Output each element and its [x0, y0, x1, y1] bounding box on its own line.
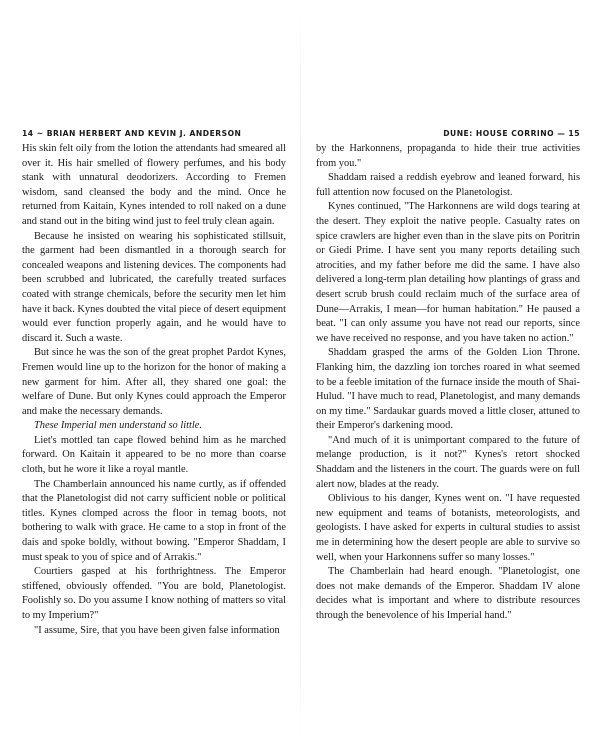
- paragraph: by the Harkonnens, propaganda to hide their true activities from you.": [316, 143, 580, 169]
- paragraph: "And much of it is unimportant compared to the future of melange production, is it not?" Kynes's retort shocked Shaddam and the listeners in the court. The guards were on full alert now, blades at the ready.: [316, 434, 580, 490]
- paragraph: The Chamberlain announced his name curtly, as if offended that the Planetologist did not carry sufficient noble or political titles. Kynes clomped across the floor in temag boots, not bothering to walk with grace. He came to a stop in front of the dais and spoke boldly, without bowing. "Emperor Shaddam, I must speak to you of spice and of Arrakis.": [22, 478, 286, 563]
- left-running-header: 14 ~ BRIAN HERBERT AND KEVIN J. ANDERSON: [22, 129, 242, 138]
- left-page-body: [22, 142, 286, 638]
- paragraph: Kynes continued, "The Harkonnens are wild dogs tearing at the desert. They exploit the native people. Casualty rates on spice crawlers are higher even than in the slave pits on Poritrin or Giedi Prime. I have sent you many reports detailing such atrocities, and my father before me did the same. I have also delivered a long-term plan detailing how plantings of grass and desert scrub brush could reclaim much of the surface area of Dune—Arrakis, I mean—for human habitation." He paused a beat. "I can only assume you have not read our reports, since we have received no response, and you have taken no action.": [316, 201, 580, 344]
- paragraph: Shaddam grasped the arms of the Golden Lion Throne. Flanking him, the dazzling ion torches roared in what seemed to be a feeble imitation of the furnace inside the mouth of Shai-Hulud. "I have much to read, Planetologist, and many demands on my time." Sardaukar guards moved a little closer, attuned to their Emperor's darkening mood.: [316, 347, 580, 432]
- right-page: [316, 128, 580, 624]
- left-page: [22, 128, 286, 638]
- right-running-header: DUNE: HOUSE CORRINO — 15: [443, 129, 580, 138]
- paragraph: "I assume, Sire, that you have been given false information: [34, 624, 280, 636]
- paragraph: Liet's mottled tan cape flowed behind him as he marched forward. On Kaitain it appeared to be no more than coarse cloth, but he wore it like a royal mantle.: [22, 434, 286, 476]
- paragraph: Courtiers gasped at his forthrightness. The Emperor stiffened, obviously offended. "You are bold, Planetologist. Foolishly so. Do you assume I know nothing of matters so vital to my Imperium?": [22, 566, 286, 621]
- paragraph: The Chamberlain had heard enough. "Planetologist, one does not make demands of the Emperor. Shaddam IV alone decides what is important and where to distribute resources through the benevolence of his Imperial hand.": [316, 566, 580, 621]
- paragraph: Because he insisted on wearing his sophisticated stillsuit, the garment had been dismantled in a thorough search for concealed weapons and listening devices. The components had been scrubbed and lubricated, the carefully treated surfaces coated with strange chemicals, before the security men let him have it back. Kynes doubted the vital piece of desert equipment would ever function properly again, and he would have to discard it. Such a waste.: [22, 230, 287, 344]
- paragraph: Shaddam raised a reddish eyebrow and leaned forward, his full attention now focused on the Planetologist.: [316, 172, 580, 198]
- italic-thought: These Imperial men understand so little.: [34, 420, 202, 432]
- paragraph: Oblivious to his danger, Kynes went on. "I have requested new equipment and teams of botanists, meteorologists, and geologists. I have asked for experts in cultural studies to assist me in determining how the desert people are able to survive so well, when your Harkonnens suffer so many losses.": [316, 493, 580, 563]
- paragraph: But since he was the son of the great prophet Pardot Kynes, Fremen would line up to the horizon for the honor of making a new garment for him. After all, they shared one goal: the welfare of Dune. But only Kynes could approach the Emperor and make the necessary demands.: [22, 347, 286, 417]
- right-page-body: [316, 142, 580, 624]
- page-gutter: [300, 0, 301, 750]
- paragraph: His skin felt oily from the lotion the attendants had smeared all over it. His hair smelled of flowery perfumes, and his body stank with unnatural deodorizers. According to Fremen wisdom, sand cleansed the body and the mind. Once he returned from Kaitain, Kynes intended to roll naked on a dune and stand out in the biting wind just to feel truly clean again.: [22, 143, 286, 227]
